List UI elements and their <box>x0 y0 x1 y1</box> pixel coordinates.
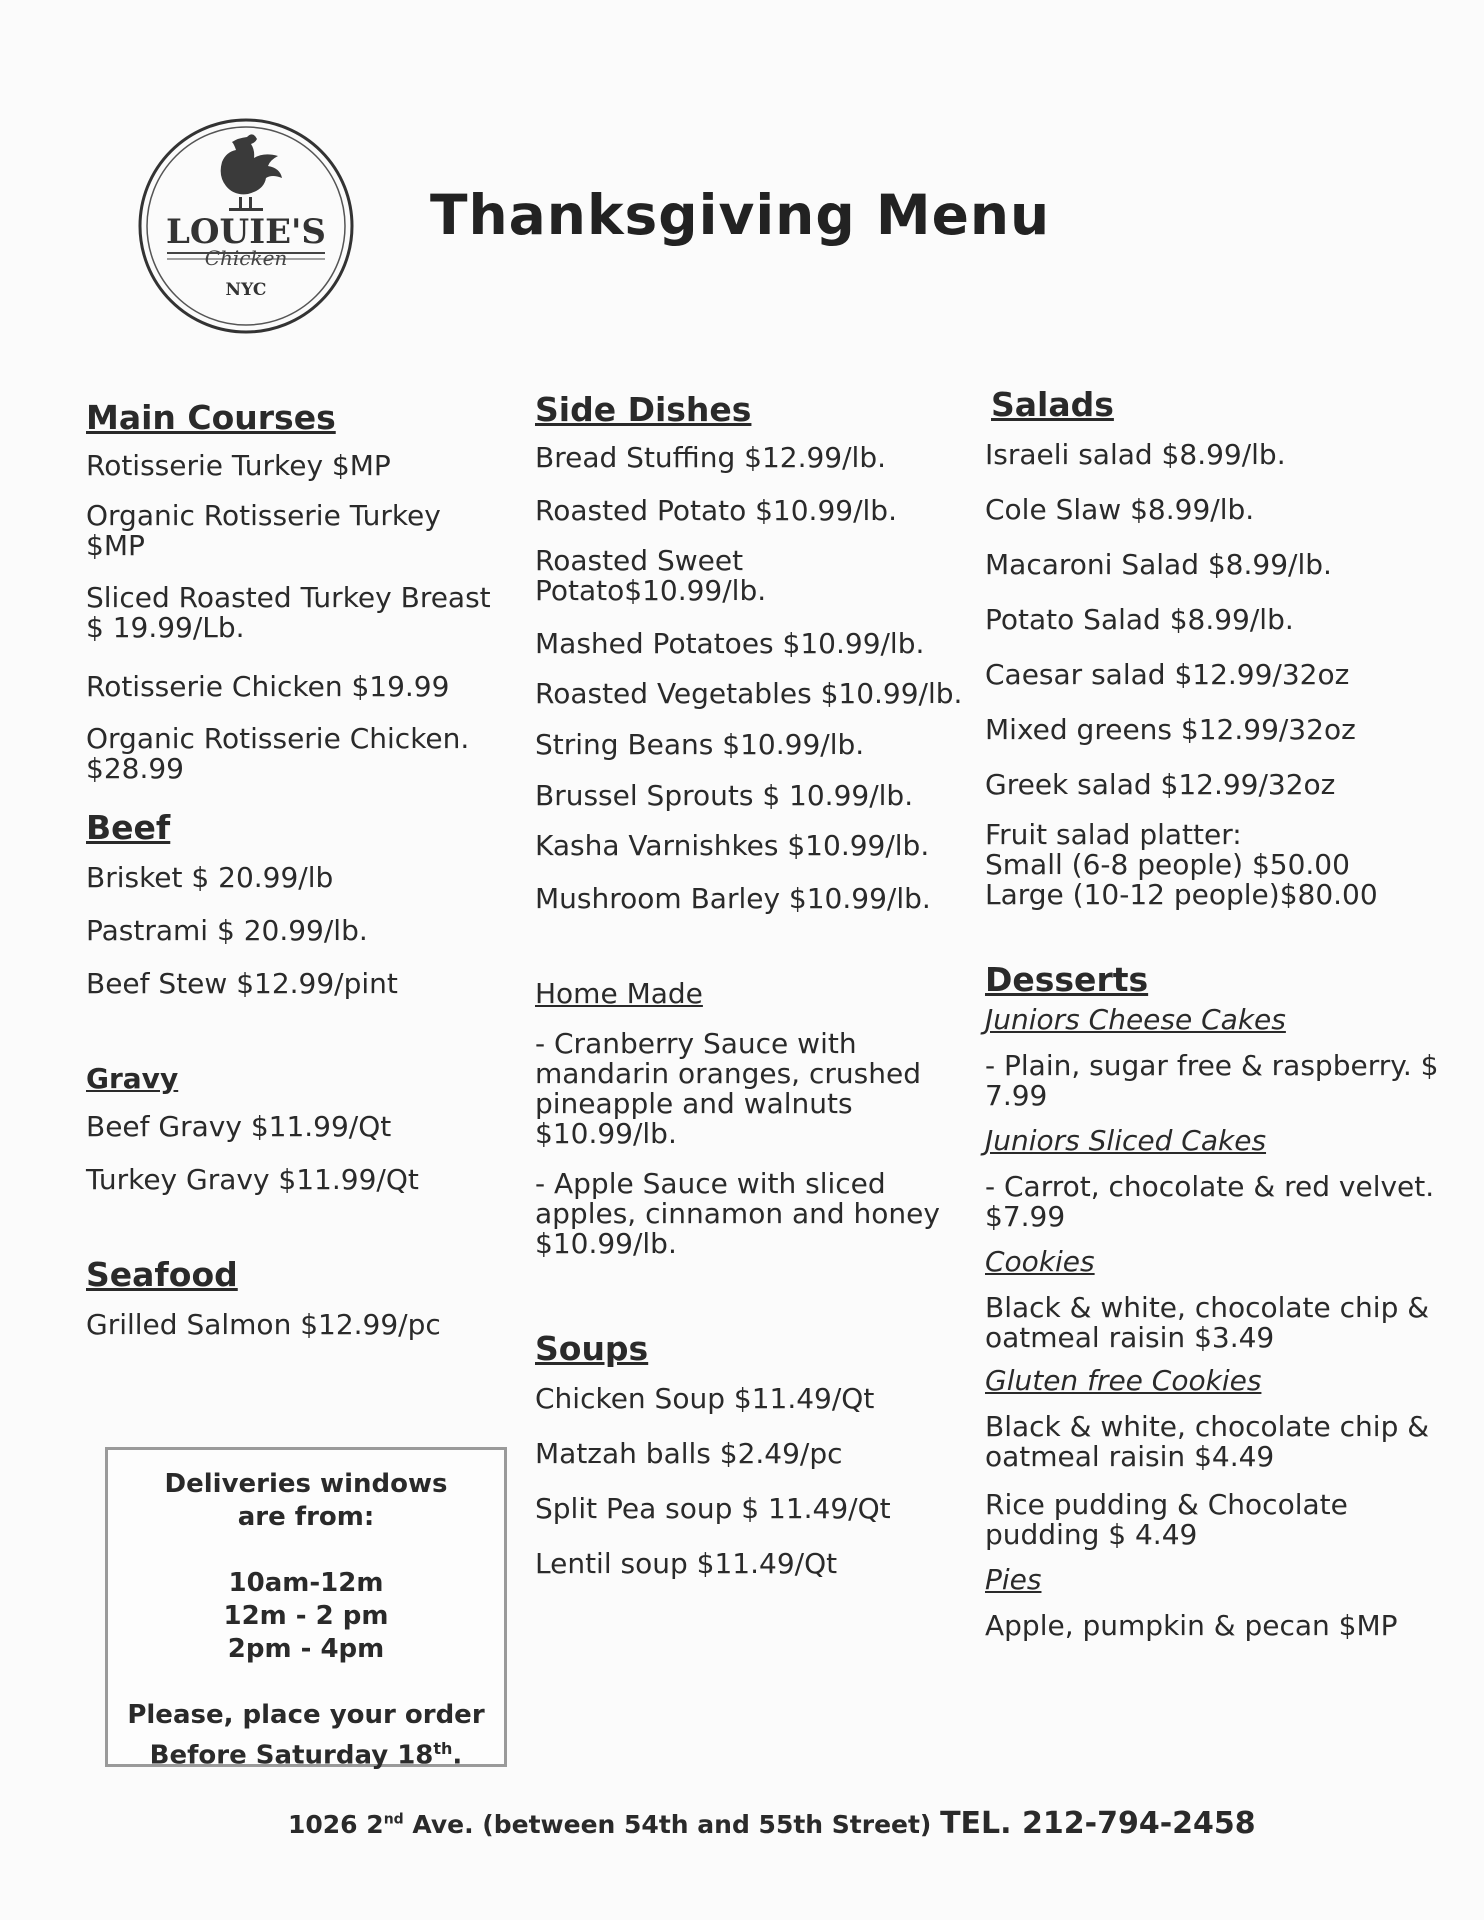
column-middle <box>535 390 975 1579</box>
seafood-heading: Seafood <box>86 1255 238 1294</box>
delivery-line-1: Deliveries windows <box>164 1469 448 1499</box>
menu-item: Split Pea soup $ 11.49/Qt <box>535 1492 891 1525</box>
menu-item: Black & white, chocolate chip & oatmeal raisin $4.49 <box>985 1410 1430 1473</box>
order-deadline-line-2 <box>108 1732 504 1773</box>
main-courses-heading: Main Courses <box>86 398 336 437</box>
order-deadline-end: . <box>452 1740 463 1771</box>
menu-item: Israeli salad $8.99/lb. <box>985 438 1286 471</box>
menu-item: Rice pudding & Chocolate pudding $ 4.49 <box>985 1488 1348 1551</box>
delivery-line-2: are from: <box>237 1502 375 1532</box>
menu-item: Macaroni Salad $8.99/lb. <box>985 548 1332 581</box>
soups-heading: Soups <box>535 1329 649 1368</box>
column-right <box>985 385 1455 1641</box>
home-made-heading: Home Made <box>535 977 703 1010</box>
fruit-platter-label: Fruit salad platter: <box>985 818 1242 851</box>
menu-item: - Cranberry Sauce with mandarin oranges, crushed pineapple and walnuts $10.99/lb. <box>535 1027 921 1150</box>
menu-item: Turkey Gravy $11.99/Qt <box>86 1163 419 1196</box>
menu-item: Lentil soup $11.49/Qt <box>535 1547 838 1580</box>
phone-number: TEL. 212-794-2458 <box>940 1806 1256 1841</box>
menu-item: Organic Rotisserie Chicken. $28.99 <box>86 722 470 785</box>
column-left <box>86 398 506 1340</box>
juniors-sliced-cakes-label: Juniors Sliced Cakes <box>985 1124 1267 1157</box>
menu-item: Chicken Soup $11.49/Qt <box>535 1382 875 1415</box>
menu-item: Brisket $ 20.99/lb <box>86 861 334 894</box>
menu-item: Grilled Salmon $12.99/pc <box>86 1308 441 1341</box>
menu-item: Rotisserie Turkey $MP <box>86 449 391 482</box>
delivery-window: 12m - 2 pm <box>223 1601 389 1631</box>
cookies-label: Cookies <box>985 1245 1095 1278</box>
desserts-heading: Desserts <box>985 960 1149 999</box>
fruit-platter-small: Small (6-8 people) $50.00 <box>985 848 1350 881</box>
menu-item: Bread Stuffing $12.99/lb. <box>535 441 887 474</box>
menu-item: Sliced Roasted Turkey Breast $ 19.99/Lb. <box>86 581 491 644</box>
menu-item: Roasted Potato $10.99/lb. <box>535 494 897 527</box>
menu-item: Mixed greens $12.99/32oz <box>985 713 1356 746</box>
menu-item: Organic Rotisserie Turkey $MP <box>86 499 441 562</box>
menu-item: Cole Slaw $8.99/lb. <box>985 493 1255 526</box>
menu-item: Caesar salad $12.99/32oz <box>985 658 1350 691</box>
logo-sub: Chicken <box>204 246 288 270</box>
delivery-window: 10am-12m <box>228 1568 384 1598</box>
menu-item: Beef Stew $12.99/pint <box>86 967 398 1000</box>
menu-item: Roasted Vegetables $10.99/lb. <box>535 677 963 710</box>
gluten-free-cookies-label: Gluten free Cookies <box>985 1364 1262 1397</box>
menu-item: - Apple Sauce with sliced apples, cinnamon and honey $10.99/lb. <box>535 1167 940 1260</box>
order-deadline-text: Before Saturday 18 <box>149 1740 434 1771</box>
menu-item: - Carrot, chocolate & red velvet. $7.99 <box>985 1170 1435 1233</box>
fruit-platter-large: Large (10-12 people)$80.00 <box>985 878 1378 911</box>
delivery-info-box <box>105 1447 507 1771</box>
menu-item: Matzah balls $2.49/pc <box>535 1437 843 1470</box>
delivery-window: 2pm - 4pm <box>227 1634 385 1664</box>
menu-item: Roasted Sweet Potato$10.99/lb. <box>535 544 767 607</box>
menu-item: String Beans $10.99/lb. <box>535 728 865 761</box>
footer-address <box>288 1806 1256 1841</box>
menu-item: Pastrami $ 20.99/lb. <box>86 914 368 947</box>
order-deadline-line-1: Please, place your order <box>127 1700 485 1730</box>
louies-chicken-logo <box>135 115 357 337</box>
menu-item: Potato Salad $8.99/lb. <box>985 603 1294 636</box>
order-deadline-sup: th <box>433 1739 453 1758</box>
logo-city: NYC <box>225 280 267 300</box>
menu-item: Brussel Sprouts $ 10.99/lb. <box>535 779 914 812</box>
address-text-end: Ave. (between 54th and 55th Street) <box>403 1810 932 1839</box>
beef-heading: Beef <box>86 808 171 847</box>
menu-item: Beef Gravy $11.99/Qt <box>86 1110 392 1143</box>
menu-item: Black & white, chocolate chip & oatmeal raisin $3.49 <box>985 1291 1430 1354</box>
logo-brand-name: LOUIE'S <box>166 212 326 252</box>
menu-item: Apple, pumpkin & pecan $MP <box>985 1609 1398 1642</box>
menu-item: Mashed Potatoes $10.99/lb. <box>535 627 925 660</box>
side-dishes-heading: Side Dishes <box>535 390 752 429</box>
page-title: Thanksgiving Menu <box>430 183 1051 247</box>
menu-item: Greek salad $12.99/32oz <box>985 768 1336 801</box>
address-sup: nd <box>383 1811 404 1828</box>
menu-item: Kasha Varnishkes $10.99/lb. <box>535 829 930 862</box>
pies-label: Pies <box>985 1563 1042 1596</box>
address-text: 1026 2 <box>288 1810 384 1839</box>
salads-heading: Salads <box>991 385 1114 424</box>
rooster-icon <box>221 134 282 211</box>
gravy-heading: Gravy <box>86 1062 179 1095</box>
menu-item: - Plain, sugar free & raspberry. $ 7.99 <box>985 1049 1439 1112</box>
juniors-cheese-cakes-label: Juniors Cheese Cakes <box>985 1003 1286 1036</box>
menu-item: Mushroom Barley $10.99/lb. <box>535 882 931 915</box>
menu-item: Rotisserie Chicken $19.99 <box>86 670 450 703</box>
